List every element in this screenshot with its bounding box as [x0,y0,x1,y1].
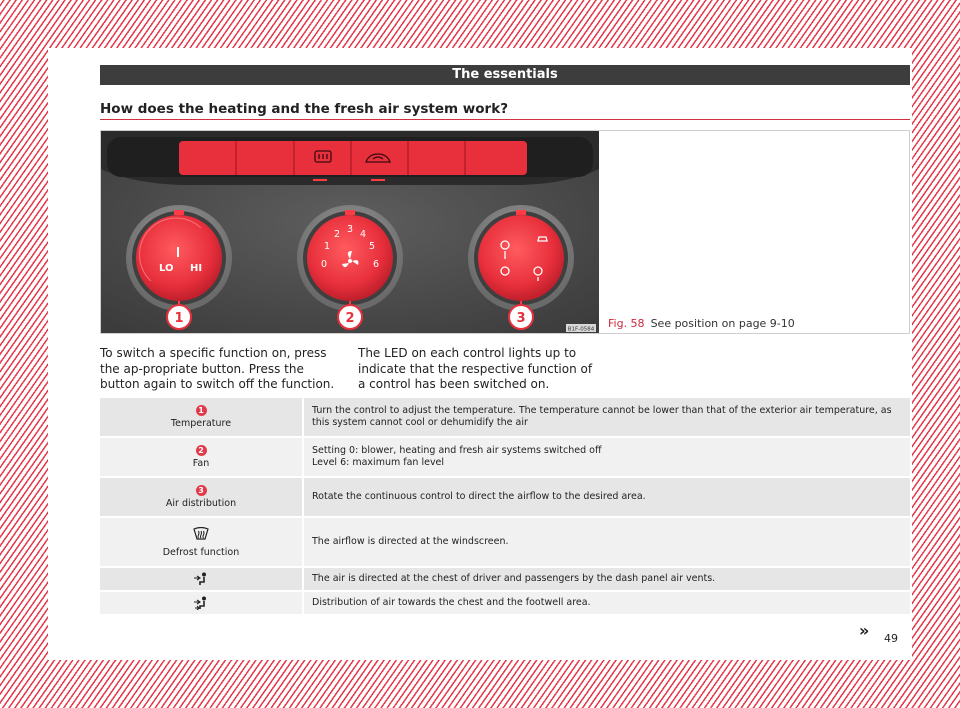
control-panel-photo [101,131,599,333]
windscreen-defrost-icon [193,527,209,541]
table-row [100,478,910,516]
row-label: Defrost function [162,546,240,558]
svg-text:3: 3 [347,224,354,235]
svg-text:2: 2 [334,229,341,240]
row-description: The airflow is directed at the windscreen. [304,518,910,566]
photo-code: B1F-0584 [567,326,595,333]
button-strip [179,141,527,175]
table-row [100,398,910,436]
svg-text:6: 6 [373,259,380,270]
row-description: Turn the control to adjust the temperature. The temperature cannot be lower than that of the exterior air temperature, as this system cannot cool or dehumidify the air [304,398,910,436]
row-label: Fan [192,458,210,469]
row-label-cell [100,478,302,516]
svg-text:5: 5 [369,241,376,252]
svg-text:1: 1 [324,241,331,252]
page [48,48,912,660]
figure-number: Fig. 58 [608,317,645,330]
row-label-cell [100,568,302,590]
row-label: Air distribution [165,498,237,509]
continued-marker: » [859,621,870,640]
row-description: Rotate the continuous control to direct the airflow to the desired area. [304,478,910,516]
section-title: How does the heating and the fresh air system work? [100,101,509,117]
svg-text:0: 0 [321,259,328,270]
paragraph-left: To switch a specific function on, press the ap-propriate button. Press the button again to switch off the function. [100,346,335,391]
page-number: 49 [884,632,898,645]
chest-footwell-vent-icon [193,596,209,610]
svg-text:2: 2 [345,311,355,326]
chest-vent-icon [193,572,209,586]
row-label: Temperature [170,418,232,429]
temperature-knob-graphic [126,205,232,311]
row-description: Distribution of air towards the chest and the footwell area. [304,592,910,614]
figure-text: See position on page 9-10 [650,317,795,330]
paragraph-right: The LED on each control lights up to indicate that the respective function of a control has been switched on. [358,346,593,391]
table-row [100,592,910,614]
controls-table [100,398,910,616]
row-description [304,438,910,476]
svg-text:1: 1 [174,311,184,326]
svg-text:HI: HI [190,263,203,274]
chapter-header: The essentials [100,65,910,85]
row-label-cell [100,592,302,614]
row-description: The air is directed at the chest of driver and passengers by the dash panel air vents. [304,568,910,590]
number-badge: 2 [196,445,207,456]
svg-text:3: 3 [516,311,526,326]
figure-caption [608,317,795,330]
table-row [100,438,910,476]
table-row [100,568,910,590]
fan-knob-graphic [297,205,403,311]
title-rule [100,119,910,120]
number-badge: 1 [196,405,207,416]
air-distribution-knob-graphic [468,205,574,311]
row-label-cell [100,398,302,436]
row-description-line: Level 6: maximum fan level [312,457,445,468]
svg-text:4: 4 [360,229,367,240]
row-description-line: Setting 0: blower, heating and fresh air systems switched off [312,445,602,456]
table-row [100,518,910,566]
row-label-cell [100,438,302,476]
number-badge: 3 [196,485,207,496]
row-label-cell [100,518,302,566]
svg-text:LO: LO [159,263,174,274]
